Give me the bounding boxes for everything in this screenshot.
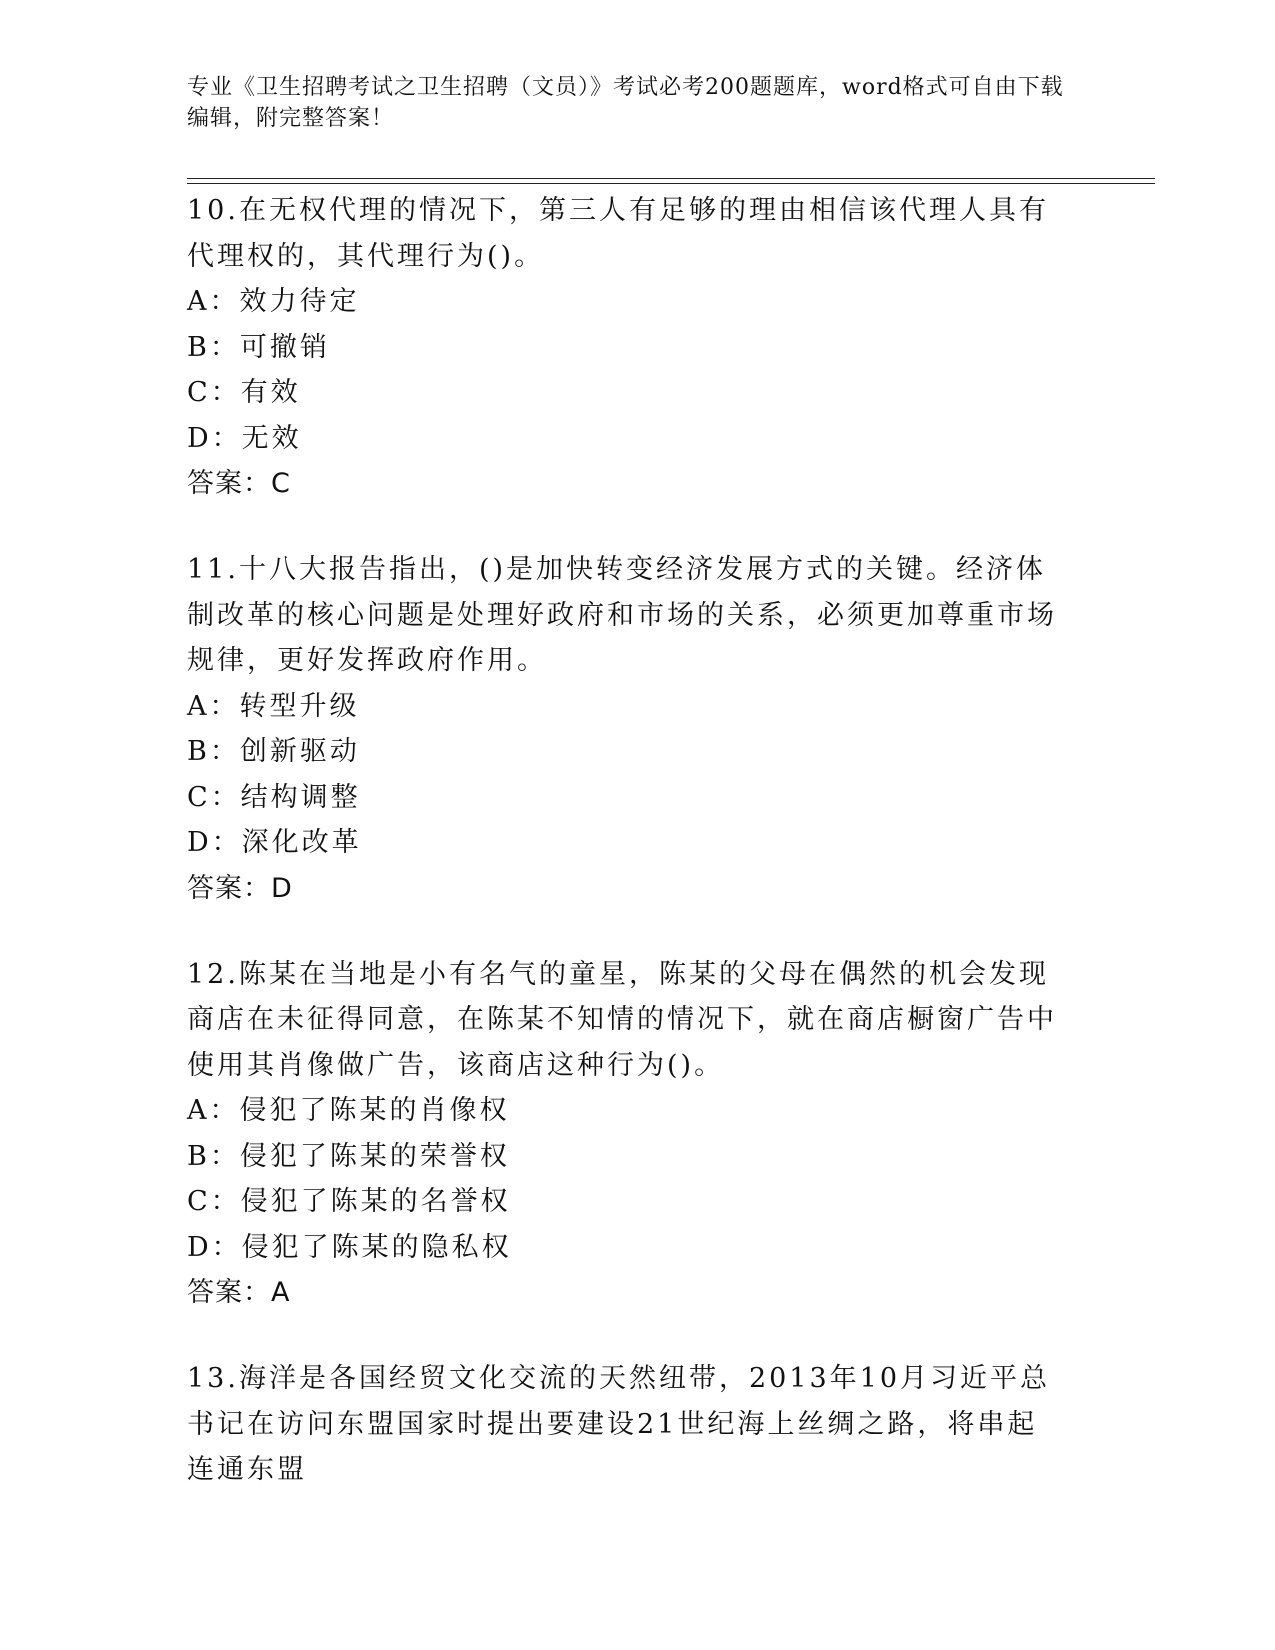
header-divider-bottom bbox=[187, 183, 1155, 184]
option-c: C：侵犯了陈某的名誉权 bbox=[187, 1186, 511, 1217]
option-d: D：侵犯了陈某的隐私权 bbox=[187, 1231, 512, 1263]
question-text: 13.海洋是各国经贸文化交流的天然纽带，2013年10月习近平总书记在访问东盟国家时提出要建设21世纪海上丝绸之路，将串起连通东盟 bbox=[187, 1363, 1051, 1485]
option-c: C：结构调整 bbox=[187, 781, 361, 813]
option-d: D：无效 bbox=[187, 422, 302, 454]
option-c: C：有效 bbox=[187, 377, 301, 408]
question-text: 11.十八大报告指出，()是加快转变经济发展方式的关键。经济体制改革的核心问题是处理好政府和市场的关系，必须更加尊重市场规律，更好发挥政府作用。 bbox=[187, 554, 1057, 676]
answer-line: 答案：D bbox=[187, 872, 293, 904]
question-text: 10.在无权代理的情况下，第三人有足够的理由相信该代理人具有代理权的，其代理行为()。 bbox=[187, 195, 1049, 272]
answer-line: 答案：C bbox=[187, 468, 291, 499]
question-10 bbox=[187, 188, 1067, 507]
answer-line: 答案：A bbox=[187, 1277, 291, 1308]
option-b: B：创新驱动 bbox=[187, 736, 360, 767]
option-d: D：深化改革 bbox=[187, 827, 362, 858]
option-a: A：侵犯了陈某的肖像权 bbox=[187, 1095, 510, 1126]
option-b: B：可撤销 bbox=[187, 331, 330, 363]
option-a: A：效力待定 bbox=[187, 286, 360, 317]
question-text: 12.陈某在当地是小有名气的童星，陈某的父母在偶然的机会发现商店在未征得同意，在陈某不知情的情况下，就在商店橱窗广告中使用其肖像做广告，该商店这种行为()。 bbox=[187, 958, 1057, 1081]
question-13 bbox=[187, 1356, 1067, 1493]
option-a: A：转型升级 bbox=[187, 690, 360, 722]
question-list bbox=[187, 188, 1067, 1533]
option-b: B：侵犯了陈某的荣誉权 bbox=[187, 1140, 510, 1172]
document-header: 专业《卫生招聘考试之卫生招聘（文员）》考试必考200题题库，word格式可自由下载编辑，附完整答案！ bbox=[187, 75, 1064, 131]
header-divider-top bbox=[187, 178, 1155, 179]
question-11 bbox=[187, 547, 1067, 912]
question-12 bbox=[187, 952, 1067, 1317]
